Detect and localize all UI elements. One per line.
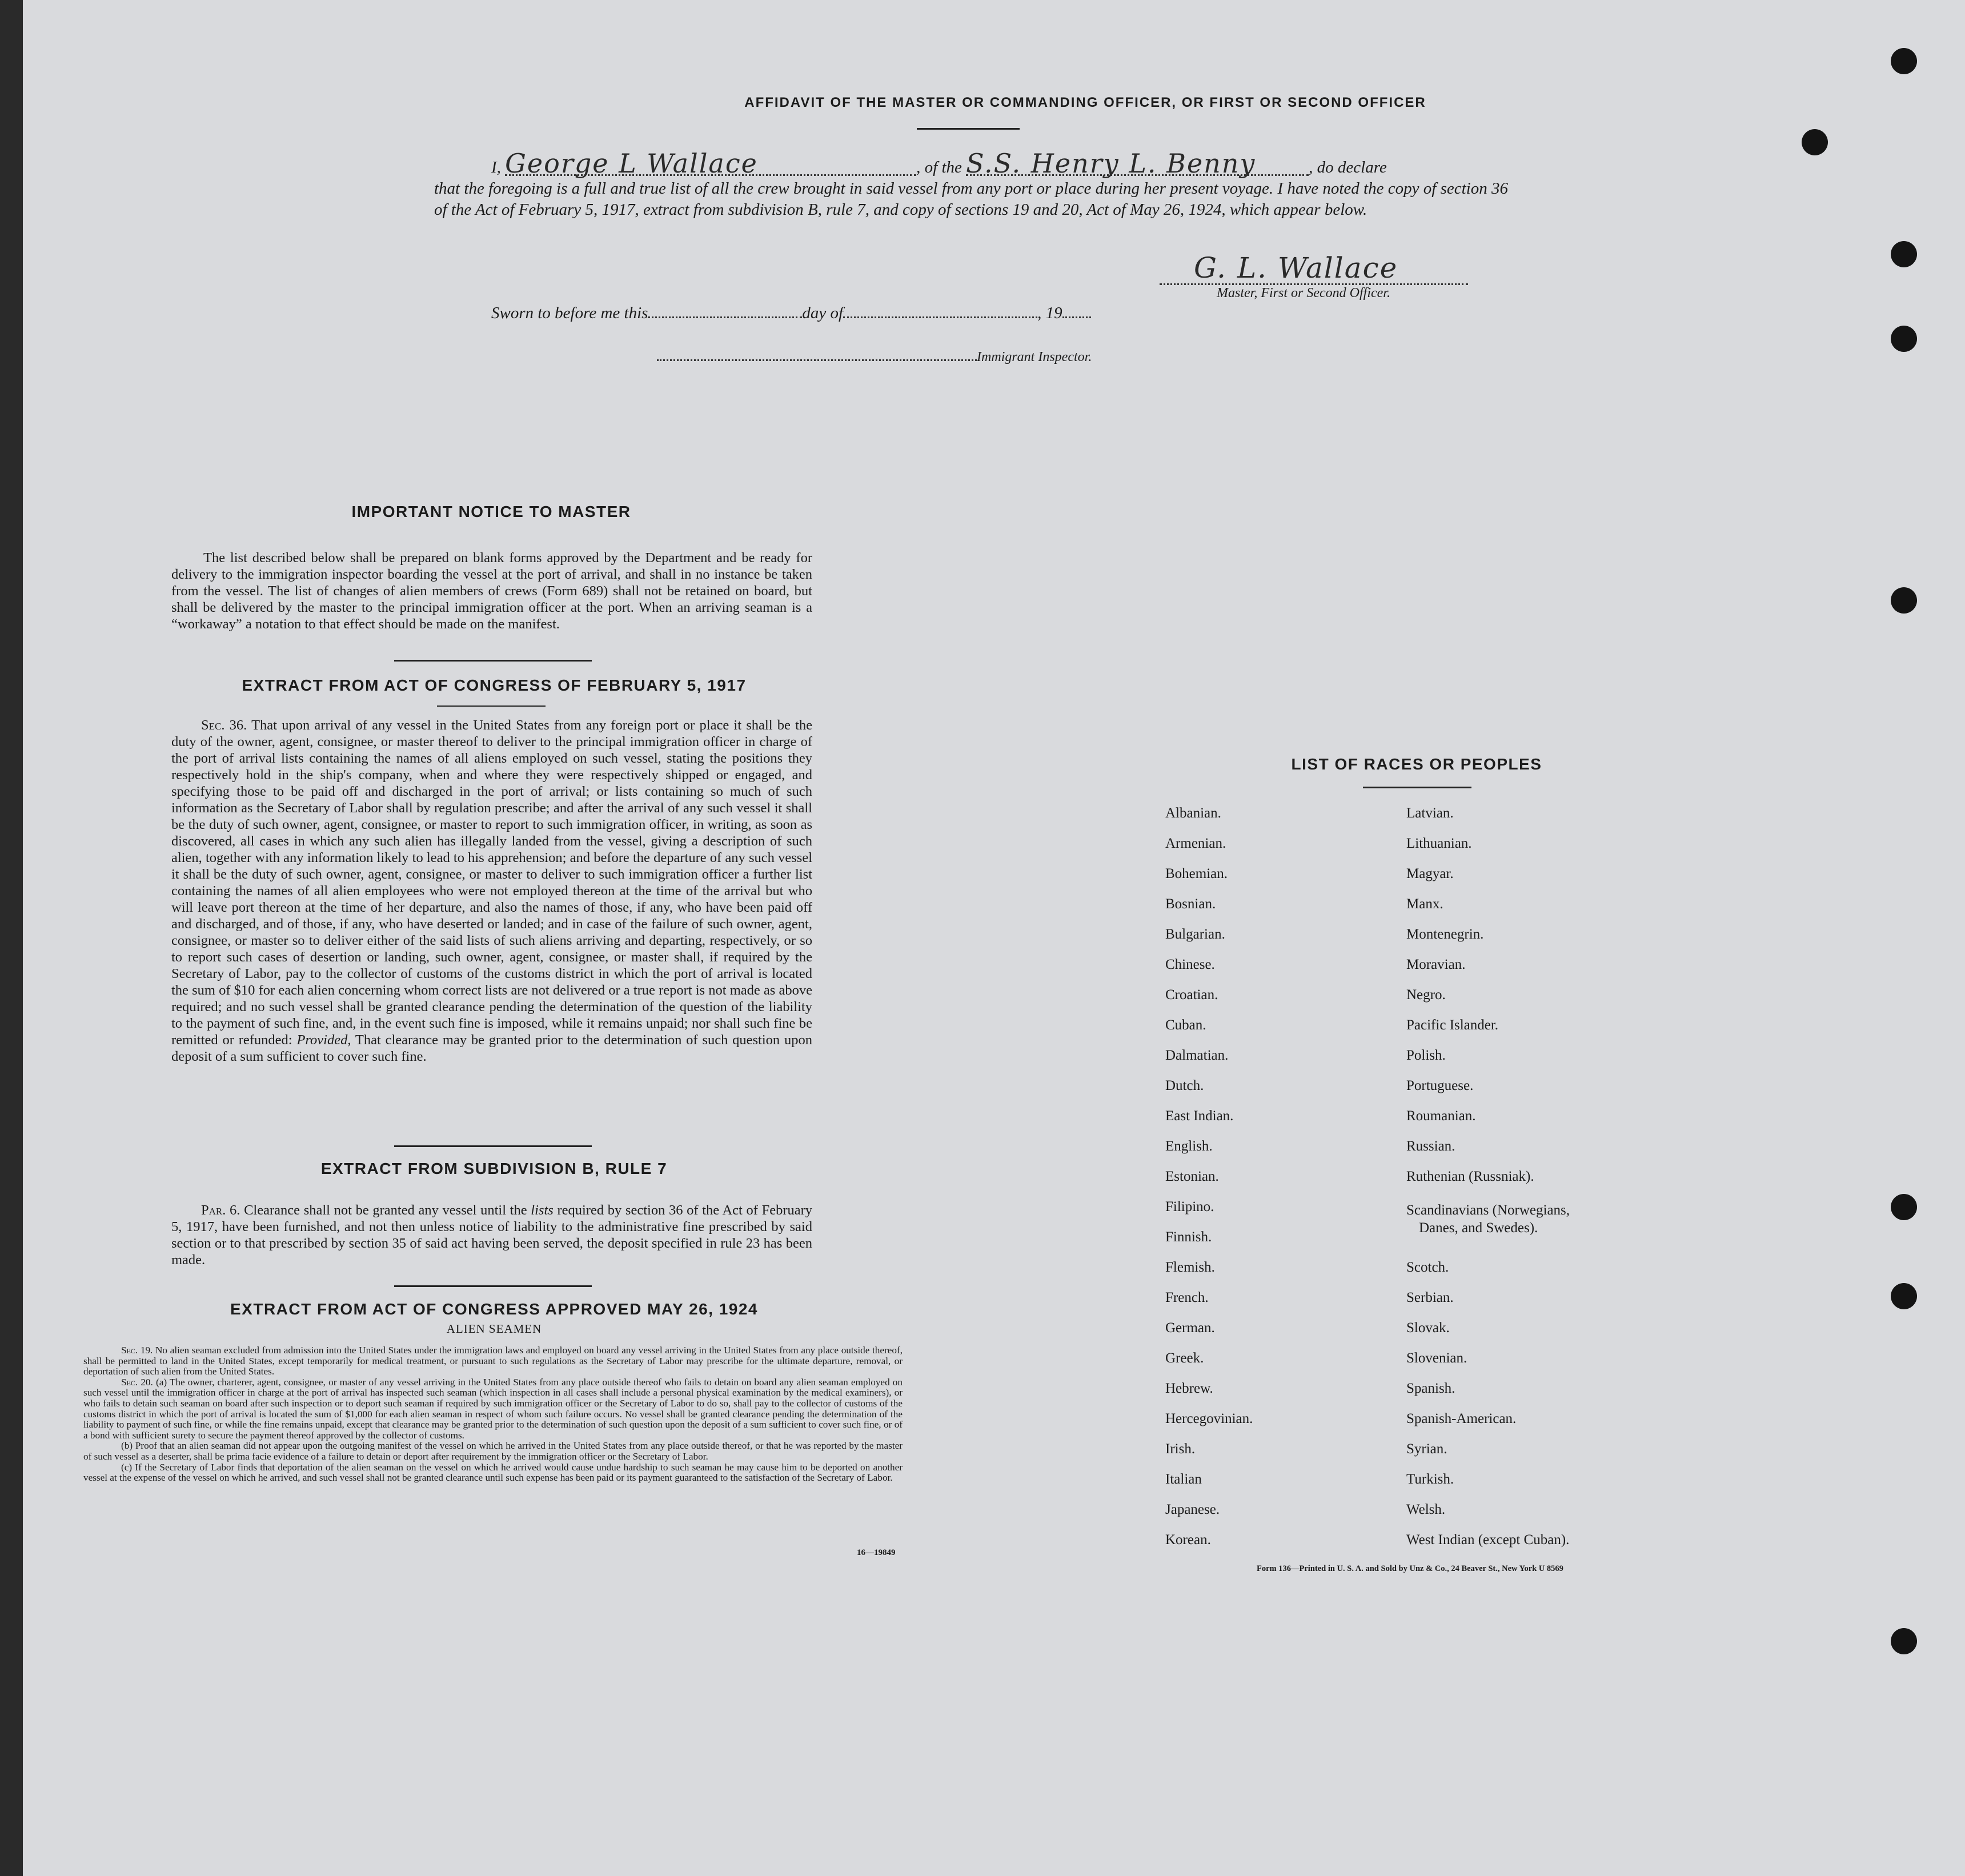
race-item: Finnish. — [1165, 1229, 1212, 1245]
race-item: Hebrew. — [1165, 1381, 1213, 1396]
year-prefix: , 19 — [1037, 304, 1062, 322]
race-item: Latvian. — [1406, 805, 1454, 821]
race-item: Bohemian. — [1165, 866, 1228, 881]
do-declare-text: , do declare — [1309, 158, 1387, 177]
race-item: Danes, and Swedes). — [1419, 1220, 1538, 1236]
race-item: Moravian. — [1406, 957, 1466, 972]
sworn-text: Sworn to before me this — [491, 304, 648, 322]
sworn-year-blank — [1062, 316, 1091, 318]
race-item: Flemish. — [1165, 1260, 1215, 1275]
race-item: Spanish. — [1406, 1381, 1455, 1396]
race-item: Portuguese. — [1406, 1078, 1474, 1093]
sec-20b-text: (b) Proof that an alien seaman did not appear upon the outgoing manifest of the vessel on which he arrived in the United States from any place outside thereof, or that he was reported by the master of such vessel as a deserter, shall be prima facie evidence of a failure to detain or deport after requirement by the immigration officer or the Secretary of Labor. — [83, 1440, 903, 1462]
declarant-prefix: I, — [491, 158, 501, 177]
extract-1924-title: EXTRACT FROM ACT OF CONGRESS APPROVED MAY 26, 1924 — [230, 1300, 758, 1318]
sec-20a-text — [83, 1377, 903, 1441]
race-item: Slovak. — [1406, 1320, 1450, 1336]
race-item: East Indian. — [1165, 1108, 1234, 1124]
race-item: Scotch. — [1406, 1260, 1449, 1275]
race-item: Syrian. — [1406, 1441, 1447, 1457]
race-item: Armenian. — [1165, 836, 1226, 851]
race-item: Montenegrin. — [1406, 927, 1484, 942]
notice-body: The list described below shall be prepared on blank forms approved by the Department and be ready for delivery to the immigration inspector boarding the vessel at the port of arrival, and shall in no instance be taken from the vessel. The list of changes of alien members of crews (Form 689) shall not be retained on board, but shall be delivered by the master to the principal immigration officer at the port. When an arriving seaman is a “workaway” a notation to that effect should be made on the manifest. — [171, 550, 812, 632]
race-item: Welsh. — [1406, 1502, 1446, 1517]
race-item: Roumanian. — [1406, 1108, 1476, 1124]
race-item: English. — [1165, 1139, 1213, 1154]
race-item: Bosnian. — [1165, 896, 1216, 912]
race-item: Filipino. — [1165, 1199, 1214, 1214]
sec-19-text — [83, 1345, 903, 1377]
inspector-signature-blank — [657, 359, 977, 361]
race-item: Greek. — [1165, 1350, 1204, 1366]
race-item: Hercegovinian. — [1165, 1411, 1253, 1426]
par-6-text — [171, 1202, 812, 1268]
sworn-month-blank — [843, 316, 1037, 318]
divider — [394, 660, 592, 662]
title-rule — [917, 128, 1020, 130]
race-item: French. — [1165, 1290, 1209, 1305]
declarant-name: George L Wallace — [505, 153, 916, 176]
extract-1917-title: EXTRACT FROM ACT OF CONGRESS OF FEBRUARY 5, 1917 — [242, 676, 747, 694]
officer-signature: G. L. Wallace — [1194, 251, 1398, 284]
provided-label: Provided, — [296, 1032, 351, 1048]
section-36-text — [171, 717, 812, 1065]
race-item: Dalmatian. — [1165, 1048, 1229, 1063]
sworn-day-blank — [648, 316, 802, 318]
form-number: 16—19849 — [857, 1548, 896, 1557]
race-item: Spanish-American. — [1406, 1411, 1517, 1426]
race-item: Turkish. — [1406, 1472, 1454, 1487]
vessel-name: S.S. Henry L. Benny — [966, 153, 1309, 176]
day-of-text: day of — [802, 304, 844, 322]
section-36-body: That upon arrival of any vessel in the United States from any foreign port or place it shall be the duty of the owner, agent, consignee, or master thereof to deliver to the principal immigration officer in charge of the port of arrival lists containing the names of all aliens employed on such vessel, stating the positions they respectively hold in the ship's company, when and where they were respectively shipped or engaged, and specifying those to be paid off and discharged in the port of arrival; or lists containing so much of such information as the Secretary of Labor shall by regulation prescribe; and after the arrival of any such vessel it shall be the duty of such owner, agent, consignee, or master to report to such immigration officer, in writing, as soon as discovered, all cases in which any such alien has illegally landed from the vessel, giving a description of such alien, together with any information likely to lead to his apprehension; and before the departure of any such vessel it shall be the duty of such owner, agent, consignee, or master to deliver to such immigration officer a further list containing the names of all alien employees who were not employed thereon at the time of the arrival but who will leave port thereon at the time of her departure, and also the names of those, if any, who have been paid off and discharged, and of those, if any, who have deserted or landed; and in case of the failure of such owner, agent, consignee, or master so to deliver either of the said lists of such aliens arriving and departing, respectively, or so to report such cases of desertion or landing, such owner, agent, consignee, or master shall, if required by the Secretary of Labor, pay to the collector of customs of the customs district in which the port of arrival is located the sum of $10 for each alien concerning whom correct lists are not delivered or a true report is not made as above required; and no such vessel shall be granted clearance pending the determination of the question of the liability to the payment of such fine, and, in the event such fine is imposed, while it remains unpaid; nor shall such fine be remitted or refunded: — [171, 717, 812, 1048]
par-6-body-b: required by section 36 of the Act of February 5, 1917, have been furnished, and not then unless notice of liability to the administrative fine prescribed by said section or to that prescribed by section 35 of said act having been served, the deposit specified in rule 23 has been made. — [171, 1202, 813, 1268]
inspector-line — [657, 350, 1092, 365]
race-item: Scandinavians (Norwegians, — [1406, 1202, 1570, 1218]
sections-1924 — [83, 1345, 903, 1484]
binder-hole — [1891, 1283, 1917, 1309]
provided-body: That clearance may be granted prior to the determination of such question upon deposit of a sum sufficient to cover such fine. — [171, 1032, 813, 1064]
race-item: Japanese. — [1165, 1502, 1220, 1517]
binder-hole — [1891, 1628, 1917, 1654]
section-36-label: Sec. 36. — [201, 717, 247, 733]
race-item: Negro. — [1406, 987, 1446, 1003]
printer-footer: Form 136—Printed in U. S. A. and Sold by Unz & Co., 24 Beaver St., New York U 8569 — [1257, 1564, 1563, 1573]
race-item: Chinese. — [1165, 957, 1215, 972]
notice-title: IMPORTANT NOTICE TO MASTER — [351, 503, 631, 520]
affidavit-statement — [434, 148, 1508, 221]
race-item: Estonian. — [1165, 1169, 1219, 1184]
affidavit-title: AFFIDAVIT OF THE MASTER OR COMMANDING OFFICER, OR FIRST OR SECOND OFFICER — [744, 95, 1426, 110]
binder-hole — [1891, 241, 1917, 267]
binder-hole — [1891, 326, 1917, 352]
divider — [394, 1145, 592, 1147]
binder-hole — [1891, 1194, 1917, 1220]
signature-caption: Master, First or Second Officer. — [1217, 286, 1390, 300]
race-item: Korean. — [1165, 1532, 1211, 1548]
sec-19-label: Sec. 19. — [121, 1345, 153, 1356]
affidavit-body: that the foregoing is a full and true list of all the crew brought in said vessel from any port or place during her present voyage. I have noted the copy of section 36 of the Act of February 5, 1917, extract from subdivision B, rule 7, and copy of sections 19 and 20, Act of May 26, 1924, which appear below. — [434, 179, 1508, 219]
sec-20-label: Sec. 20. — [121, 1376, 153, 1388]
inspector-caption: Immigrant Inspector. — [977, 350, 1092, 364]
sec-20c-text: (c) If the Secretary of Labor finds that deportation of the alien seaman on the vessel on which he arrived would cause undue hardship to such seaman he may cause him to be deported on another vessel at the expense of the vessel on which he arrived, and such vessel shall not be granted clearance until such expense has been paid or its payment guaranteed to the satisfaction of the Secretary of Labor. — [83, 1461, 903, 1484]
title-underline — [1363, 787, 1471, 788]
race-item: Ruthenian (Russniak). — [1406, 1169, 1534, 1184]
binder-hole — [1891, 48, 1917, 74]
sec-19-body: No alien seaman excluded from admission into the United States under the immigration laws and employed on board any vessel arriving in the United States from any place outside thereof, shall be permitted to land in the United States, except temporarily for medical treatment, or pursuant to such regulations as the Secretary of Labor may prescribe for the ultimate departure, removal, or deportation of such alien from the United States. — [83, 1345, 903, 1377]
race-item: Croatian. — [1165, 987, 1218, 1003]
sec-20a-body: (a) The owner, charterer, agent, consignee, or master of any vessel arriving in the United States from any place outside thereof who fails to detain on board any alien seaman employed on such vessel until the immigration officer in charge at the port of arrival has inspected such seaman (which inspection in all cases shall include a personal physical examination by the medical examiners), or who fails to detain such seaman on board after such inspection or to deport such seaman if required by such immigration officer or the Secretary of Labor to do so, shall pay to the collector of customs of the customs district in which the port of arrival is located the sum of $1,000 for each alien seaman in respect of whom such failure occurs. No vessel shall be granted clearance pending the determination of the liability to payment of such fine, or while the fine remains unpaid, except that clearance may be granted prior to the determination of such question upon the deposit of a sum sufficient to cover such fine, or of a bond with sufficient surety to secure the payment thereof approved by the collector of customs. — [83, 1376, 903, 1441]
race-item: Lithuanian. — [1406, 836, 1472, 851]
race-item: Polish. — [1406, 1048, 1446, 1063]
race-item: Cuban. — [1165, 1017, 1206, 1033]
race-item: Magyar. — [1406, 866, 1454, 881]
scan-edge — [0, 0, 23, 1876]
races-title: LIST OF RACES OR PEOPLES — [1291, 755, 1542, 773]
par-6-body-a: Clearance shall not be granted any vessel until the — [244, 1202, 527, 1218]
par-6-lists: lists — [531, 1202, 554, 1218]
race-item: Manx. — [1406, 896, 1443, 912]
race-item: Russian. — [1406, 1139, 1455, 1154]
race-item: Albanian. — [1165, 805, 1221, 821]
binder-hole — [1802, 129, 1828, 155]
binder-hole — [1891, 587, 1917, 614]
title-underline — [437, 705, 546, 707]
race-item: Italian — [1165, 1472, 1202, 1487]
race-item: Bulgarian. — [1165, 927, 1225, 942]
alien-seamen-subtitle: ALIEN SEAMEN — [446, 1322, 542, 1336]
of-the-text: , of the — [916, 158, 962, 177]
race-item: German. — [1165, 1320, 1215, 1336]
par-6-label: Par. 6. — [201, 1202, 240, 1218]
race-item: West Indian (except Cuban). — [1406, 1532, 1570, 1548]
divider — [394, 1285, 592, 1287]
race-item: Irish. — [1165, 1441, 1196, 1457]
race-item: Pacific Islander. — [1406, 1017, 1499, 1033]
extract-rule7-title: EXTRACT FROM SUBDIVISION B, RULE 7 — [320, 1160, 668, 1177]
race-item: Slovenian. — [1406, 1350, 1467, 1366]
race-item: Serbian. — [1406, 1290, 1454, 1305]
race-item: Dutch. — [1165, 1078, 1204, 1093]
sworn-line — [491, 304, 1091, 323]
